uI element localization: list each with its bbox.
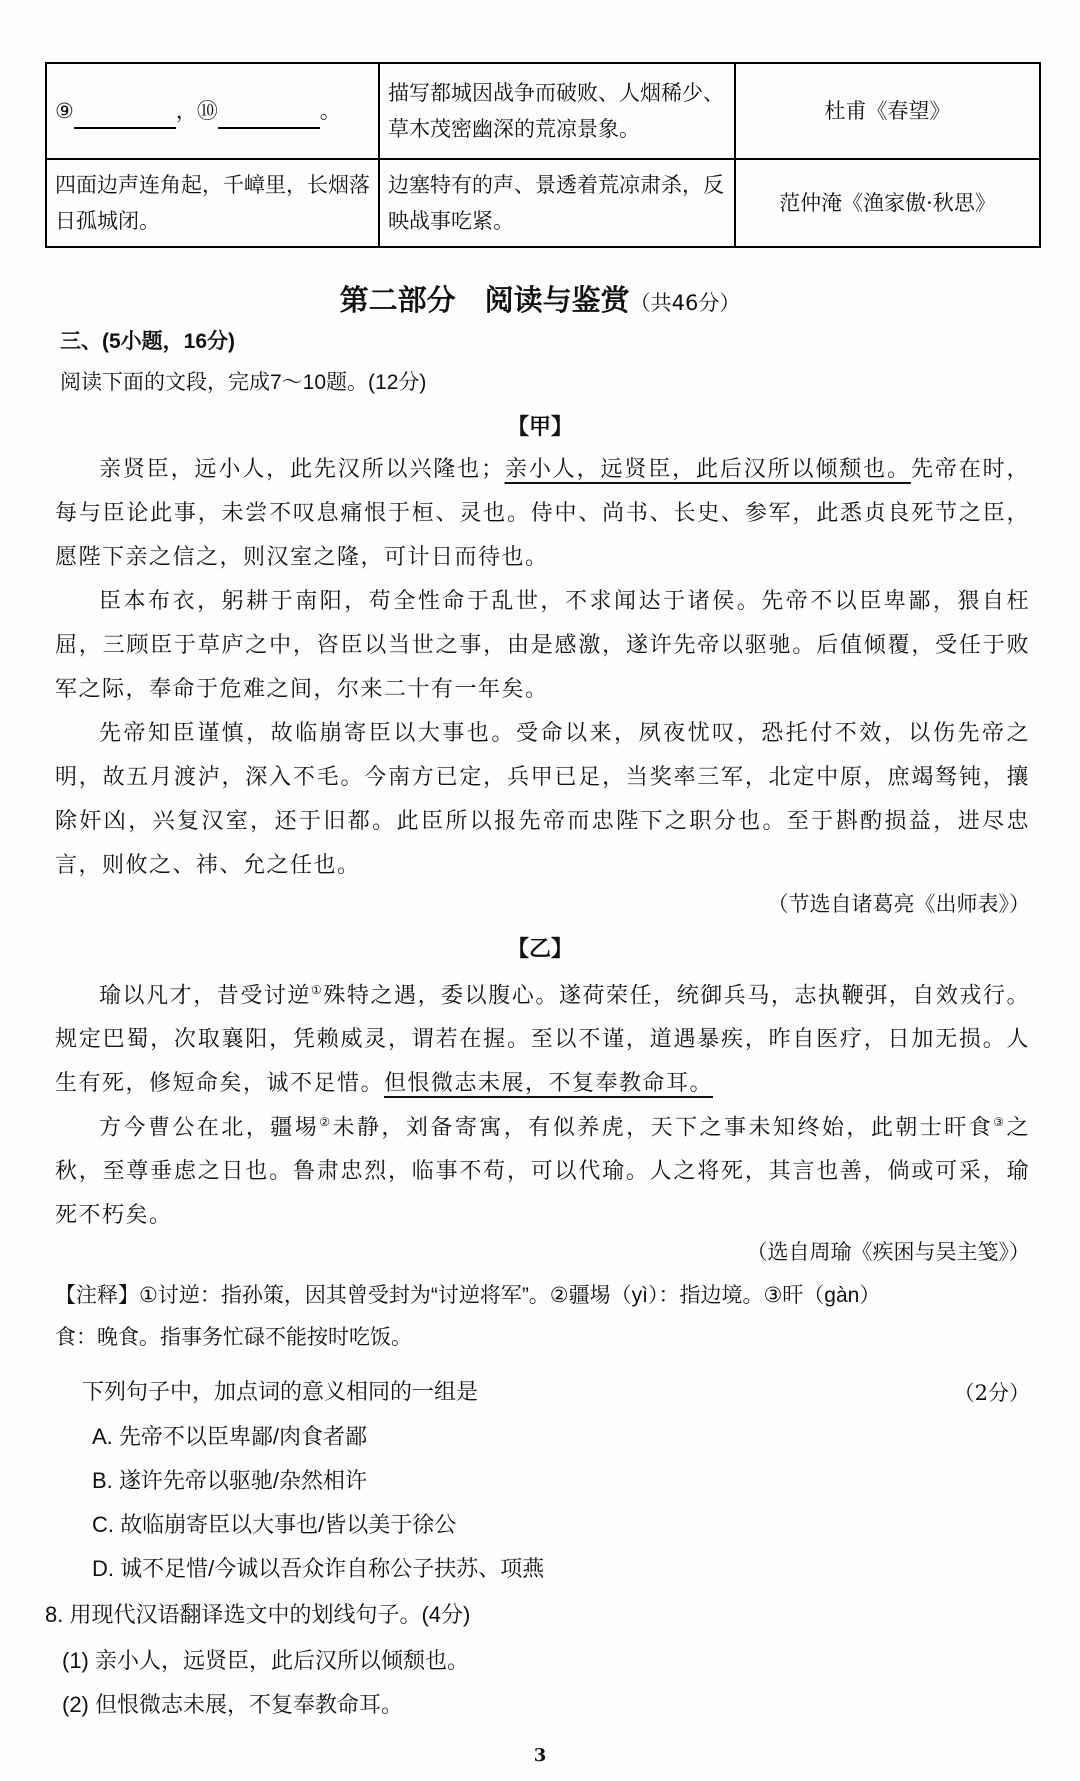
option-d: D. 诚不足惜/今诚以吾众诈自称公子扶苏、项燕 <box>92 1556 545 1581</box>
option-a: A. 先帝不以臣卑鄙/肉食者鄙 <box>92 1424 368 1449</box>
jia-p1-text-rest: 先帝在时，每与臣论此事，未尝不叹息痛恨于桓、灵也。侍中、尚书、长史、参军，此悉贞良死节之臣，愿陛下亲之信之，则汉室之隆，可计日而待也。 <box>55 457 1030 570</box>
question-8-item-1: (1) 亲小人，远贤臣，此后汉所以倾颓也。 <box>62 1648 470 1673</box>
table-row <box>46 159 1040 247</box>
table-cell-verse: 四面边声连角起，千嶂里，长烟落日孤城闭。 <box>46 159 379 247</box>
question-7-stem: 下列句子中，加点词的意义相同的一组是 <box>82 1379 479 1404</box>
jia-paragraph-3: 先帝知臣谨慎，故临崩寄臣以大事也。受命以来，夙夜忧叹，恐托付不效，以伤先帝之明，故五月渡泸，深入不毛。今南方已定，兵甲已足，当奖率三军，北定中原，庶竭驽钝，攘除奸凶，兴复汉室，还于旧都。此臣所以报先帝而忠陛下之职分也。至于斟酌损益，进尽忠言，则攸之、祎、允之任也。 <box>55 721 1030 878</box>
yi-source: （选自周瑜《疾困与吴主笺》） <box>746 1240 1030 1264</box>
table-cell-source: 杜甫《春望》 <box>735 63 1040 159</box>
yi-label: 【乙】 <box>506 936 573 962</box>
jia-paragraph-2: 臣本布衣，躬耕于南阳，苟全性命于乱世，不求闻达于诸侯。先帝不以臣卑鄙，猥自枉屈，三顾臣于草庐之中，咨臣以当世之事，由是感激，遂许先帝以驱驰。后值倾覆，受任于败军之际，奉命于危难之间，尔来二十有一年矣。 <box>55 589 1030 702</box>
footnote-marker-2: ② <box>319 1115 333 1129</box>
blank-10-label: ，⑩ <box>175 99 218 123</box>
option-c: C. 故临崩寄臣以大事也/皆以美于徐公 <box>92 1512 457 1537</box>
jia-source: （节选自诸葛亮《出师表》） <box>767 892 1030 916</box>
yi-p2-text-3: 之秋，至尊垂虑之日也。鲁肃忠烈，临事不苟，可以代瑜。人之将死，其言也善，倘或可采，瑜死不朽矣。 <box>55 1115 1030 1229</box>
option-b: B. 遂许先帝以驱驰/杂然相许 <box>92 1468 368 1493</box>
jia-p1-text: 亲贤臣，远小人，此先汉所以兴隆也； <box>99 457 505 482</box>
yi-p2-text: 方今曹公在北，疆埸 <box>99 1115 320 1141</box>
yi-p1-text: 瑜以凡才，昔受讨逆 <box>99 983 312 1009</box>
table-cell-blanks <box>46 63 379 159</box>
question-8-stem: 8. 用现代汉语翻译选文中的划线句子。(4分) <box>45 1602 471 1627</box>
section-title-text: 第二部分 阅读与鉴赏 <box>339 283 630 317</box>
page-number: 3 <box>533 1745 547 1766</box>
footnote-marker-1: ① <box>311 983 324 997</box>
table-cell-description: 描写都城因战争而破败、人烟稀少、草木茂密幽深的荒凉景象。 <box>379 63 735 159</box>
part3-instruction: 阅读下面的文段，完成7～10题。(12分) <box>60 371 427 394</box>
table-cell-description: 边塞特有的声、景透着荒凉肃杀，反映战事吃紧。 <box>379 159 735 247</box>
footnote-marker-3: ③ <box>993 1115 1007 1129</box>
yi-paragraph-1 <box>55 968 1030 1106</box>
blank-end: 。 <box>319 99 341 123</box>
yi-paragraph-2 <box>55 1100 1030 1238</box>
table-row <box>46 63 1040 159</box>
question-8-item-2: (2) 但恨微志未展，不复奉教命耳。 <box>62 1692 404 1717</box>
blank-9-label: ⑨ <box>55 99 74 123</box>
jia-paragraph-1 <box>55 448 1030 580</box>
yi-underlined-sentence: 但恨微志未展，不复奉教命耳。 <box>384 1071 714 1097</box>
yi-p2-text-2: 未静，刘备寄寓，有似养虎，天下之事未知终始，此朝士旰食 <box>332 1115 994 1141</box>
blank-9[interactable] <box>74 105 176 129</box>
blank-10[interactable] <box>218 105 320 129</box>
section-score: （共46分） <box>629 291 741 315</box>
annotation-line-2: 食：晚食。指事务忙碌不能按时吃饭。 <box>55 1326 412 1349</box>
table-cell-source: 范仲淹《渔家傲·秋思》 <box>735 159 1040 247</box>
section-title <box>0 278 1080 319</box>
question-7-points: （2分） <box>953 1381 1030 1405</box>
jia-underlined-sentence: 亲小人，远贤臣，此后汉所以倾颓也。 <box>504 457 911 482</box>
annotation-line-1: 【注释】①讨逆：指孙策，因其曾受封为“讨逆将军”。②疆埸（yì）：指边境。③旰（gàn） <box>55 1284 881 1307</box>
poetry-table <box>45 62 1041 248</box>
jia-label: 【甲】 <box>506 414 573 440</box>
part3-heading: 三、(5小题，16分) <box>60 330 236 353</box>
yi-p1-text-2: 殊特之遇，委以腹心。遂荷荣任，统御兵马，志执鞭弭，自效戎行。规定巴蜀，次取襄阳，凭赖威灵，谓若在握。至以不谨，道遇暴疾，昨自医疗，日加无损。人生有死，修短命矣，诚不足惜。 <box>55 983 1030 1097</box>
